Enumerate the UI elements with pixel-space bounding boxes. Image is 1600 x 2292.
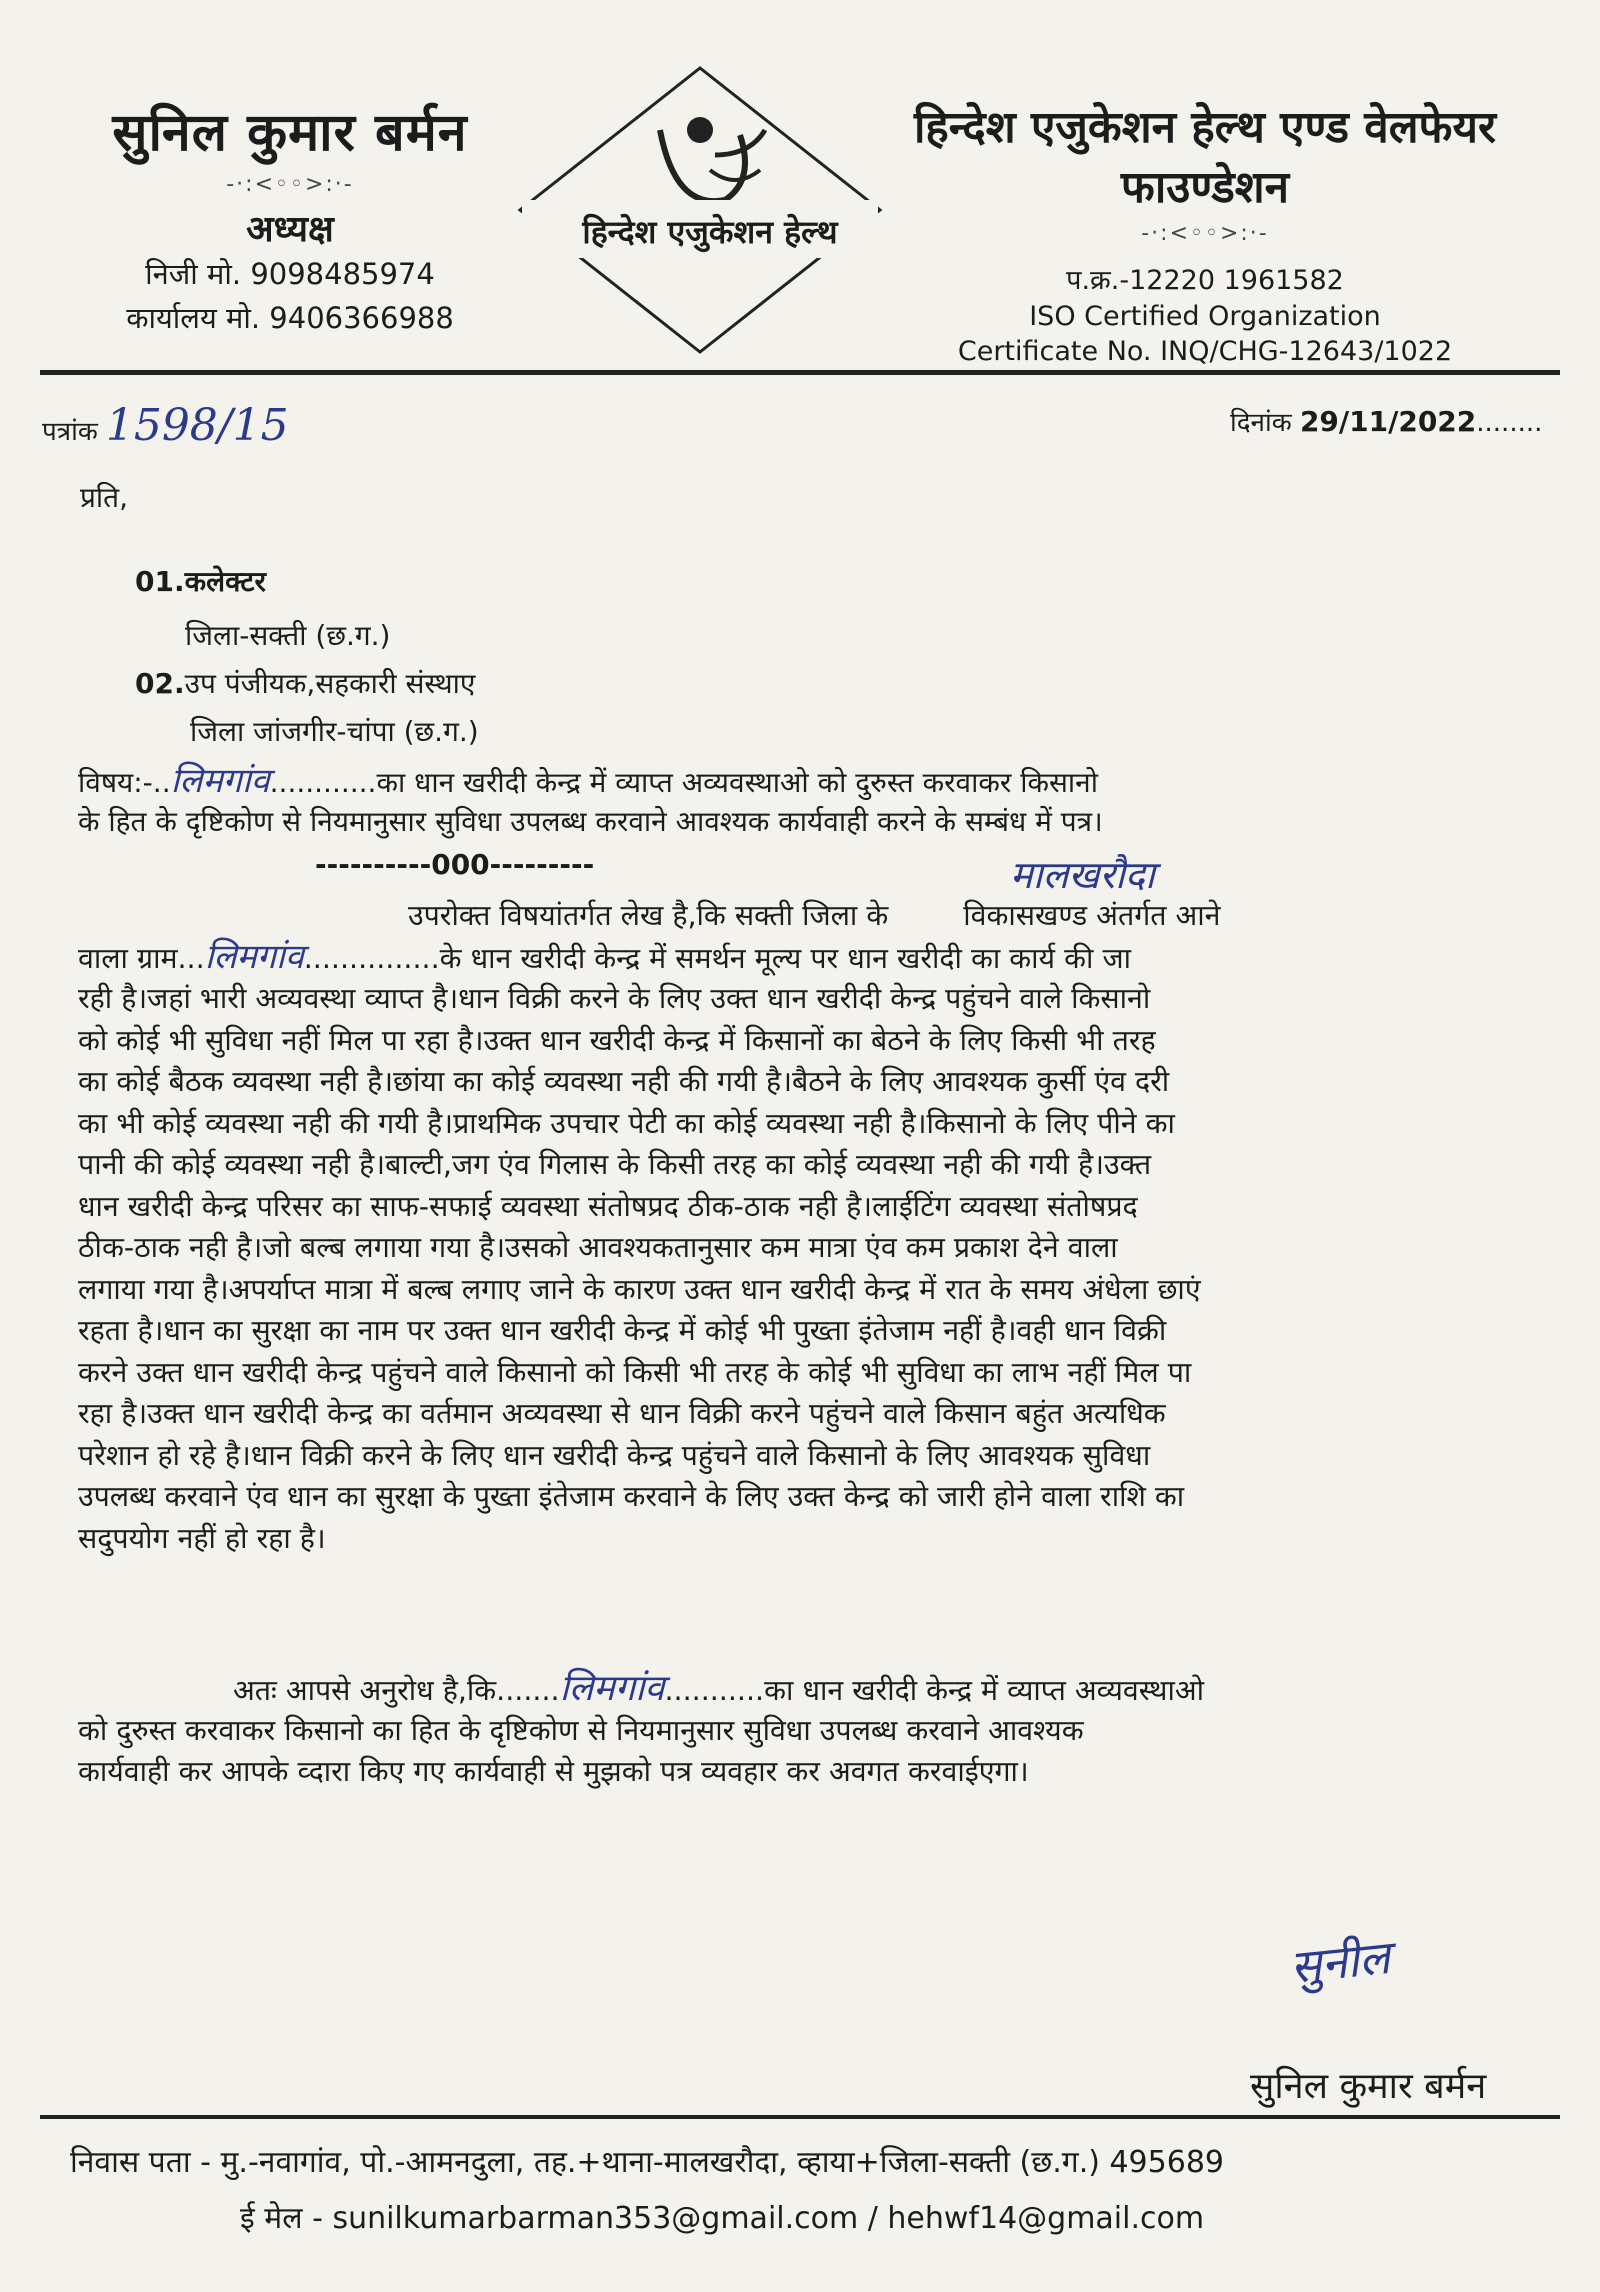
- recipient-2-title: 02.उप पंजीयक,सहकारी संस्थाए: [135, 667, 476, 700]
- signatory-name: सुनिल कुमार बर्मन: [1250, 2066, 1487, 2107]
- body-village: लिमगांव: [204, 936, 304, 977]
- organization-name: हिन्देश एजुकेशन हेल्थ एण्ड वेलफेयर फाउण्डेशन: [913, 102, 1496, 213]
- divider: ----------000---------: [315, 848, 595, 881]
- subject-line-2: के हित के दृष्टिकोण से नियमानुसार सुविधा उपलब्ध करवाने आवश्यक कार्यवाही करने के सम्बंध में पत्र।: [78, 805, 1103, 838]
- body-paragraph: उपरोक्त विषयांतर्गत लेख है,कि सक्ती जिला के विकासखण्ड अंतर्गत आने वाला ग्राम...लिमगांव...............के धान खरीदी केन्द्र में समर्थन मूल्य पर धान खरीदी का कार्य की जा रही है।जहां भारी अव्यवस्था व्याप्त है।धान विक्री करने के लिए उक्त धान खरीदी केन्द्र पहुंचने वाले किसानो को कोई भी सुविधा नहीं मिल पा रहा है।उक्त धान खरीदी केन्द्र में किसानों का बेठने के लिए किसी भी तरह का कोई बैठक व्यवस्था नही है।छांया का कोई व्यवस्था नही की गयी है।बैठने के लिए आवश्यक कुर्सी एंव दरी का भी कोई व्यवस्था नही की गयी है।प्राथमिक उपचार पेटी का कोई व्यवस्था नही है।किसानो के लिए पीने का पानी की कोई व्यवस्था नही है।बाल्टी,जग एंव गिलास के किसी तरह का कोई व्यवस्था नही की गयी है।उक्त धान खरीदी केन्द्र परिसर का साफ-सफाई व्यवस्था संतोषप्रद ठीक-ठाक नही है।लाईटिंग व्यवस्था संतोषप्रद ठीक-ठाक नही है।जो बल्ब लगाया गया है।उसको आवश्यकतानुसार कम मात्रा एंव कम प्रकाश देने वाला लगाया गया है।अपर्याप्त मात्रा में बल्ब लगाए जाने के कारण उक्त धान खरीदी केन्द्र में रात के समय अंधेला छाएं रहता है।धान का सुरक्षा का नाम पर उक्त धान खरीदी केन्द्र में कोई भी पुख्ता इंतेजाम नहीं है।वही धान विक्री करने उक्त धान खरीदी केन्द्र पहुंचने वाले किसानो को किसी भी तरह के कोई भी सुविधा का लाभ नहीं मिल पा रहा है।उक्त धान खरीदी केन्द्र का वर्तमान अव्यवस्था से धान विक्री करने पहुंचने वाले किसान बहुंत अत्यधिक परेशान हो रहे है।धान विक्री करने के लिए धान खरीदी केन्द्र पहुंचने वाले किसानो के लिए आवश्यक सुविधा उपलब्ध करवाने एंव धान का सुरक्षा के पुख्ता इंतेजाम करवाने के लिए उक्त केन्द्र को जारी होने वाला राशि का सदुपयोग नहीं हो रहा है।: [78, 899, 1221, 1555]
- reference-value: 1598/15: [105, 400, 289, 451]
- ornament-divider: -·:<◦◦>:·-: [226, 172, 354, 197]
- office-mobile: कार्यालय मो. 9406366988: [126, 301, 454, 335]
- date-label: दिनांक: [1230, 408, 1292, 438]
- certificate-number: Certificate No. INQ/CHG-12643/1022: [957, 336, 1453, 367]
- recipient-2-place: जिला जांजगीर-चांपा (छ.ग.): [190, 715, 479, 748]
- iso-label: ISO Certified Organization: [1029, 301, 1381, 332]
- recipient-1-title: 01.कलेक्टर: [135, 565, 266, 598]
- residential-address: निवास पता - मु.-नवागांव, पो.-आमनदुला, तह.+थाना-मालखरौदा, व्हाया+जिला-सक्ती (छ.ग.) 495689: [70, 2145, 1224, 2180]
- logo-caption: हिन्देश एजुकेशन हेल्थ: [582, 213, 838, 251]
- recipient-1-place: जिला-सक्ती (छ.ग.): [185, 619, 391, 652]
- reference-label: पत्रांक: [42, 417, 98, 447]
- ornament-divider: -·:<◦◦>:·-: [1141, 221, 1269, 246]
- handwritten-block: मालखरौदा: [1010, 853, 1155, 897]
- footer-rule: [40, 2115, 1560, 2119]
- subject-label: विषय:-: [78, 766, 153, 799]
- request-village: लिमगांव: [559, 1668, 665, 1709]
- reference-number: [42, 400, 289, 451]
- date-value: 29/11/2022: [1299, 405, 1477, 438]
- request-paragraph: अतः आपसे अनुरोध है,कि.......लिमगांव...........का धान खरीदी केन्द्र में व्याप्त अव्यवस्थाओ को दुरुस्त करवाकर किसानो का हित के दृष्टिकोण से नियमानुसार सुविधा उपलब्ध करवाने आवश्यक कार्यवाही कर आपके व्दारा किए गए कार्यवाही से मुझको पत्र व्यवहार कर अवगत करवाईएगा।: [78, 1668, 1205, 1788]
- letterhead-left: [70, 95, 510, 340]
- salutation: प्रति,: [80, 481, 129, 514]
- sender-name: सुनिल कुमार बर्मन: [112, 102, 468, 163]
- sender-role: अध्यक्ष: [246, 209, 334, 250]
- personal-mobile: निजी मो. 9098485974: [145, 257, 435, 291]
- subject-village: लिमगांव: [170, 761, 270, 801]
- header-rule: [40, 370, 1560, 375]
- handwritten-signature: सुनील: [1287, 1929, 1393, 1995]
- registration-number: प.क्र.-12220 1961582: [1066, 265, 1344, 296]
- letterhead-right: [860, 95, 1550, 367]
- letter-date: दिनांक 29/11/2022........: [1230, 405, 1543, 438]
- subject-line-1: विषय:-..लिमगांव............का धान खरीदी केन्द्र में व्याप्त अव्यवस्थाओ को दुरुस्त करवाकर किसानो: [78, 761, 1098, 801]
- email-addresses: ई मेल - sunilkumarbarman353@gmail.com / hehwf14@gmail.com: [240, 2201, 1205, 2236]
